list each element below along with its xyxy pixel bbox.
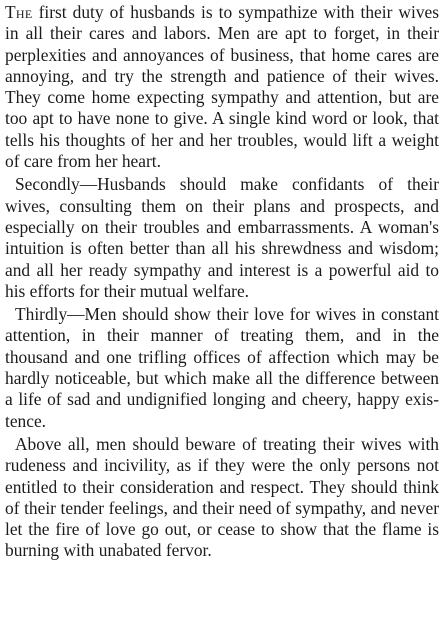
paragraph-text: first duty of husbands is to sympathize with their wives in all their cares and labors. Men are apt to forget, in their perplexities and annoyances of business, that home cares are annoying, and try the strength and patience of their wives. They come home expecting sympathy and attention, but are too apt to have none to give. A single kind word or look, that tells his thoughts of her and her troubles, would lift a weight of care from her heart.	[5, 2, 439, 172]
article-paragraph-3	[5, 304, 439, 432]
paragraph-text: Thirdly—Men should show their love for wives in constant attention, in their manner of treating them, and in the thousand and one trifling offices of affection which may be hardly noticeable, but which make all the difference between a life of sad and undignified longing and cheery, happy existence.	[5, 304, 439, 431]
article-paragraph-1	[5, 2, 439, 172]
article-paragraph-4	[5, 434, 439, 562]
paragraph-text: Above all, men should beware of treating their wives with rudeness and incivility, as if they were the only persons not entitled to their consideration and respect. They should think of their tender feelings, and their need of sympathy, and never let the fire of love go out, or cease to show that the flame is burning with unabated fervor.	[5, 433, 439, 561]
paragraph-text: Secondly—Husbands should make confidants of their wives, consulting them on their plans and prospects, and especially on their troubles and embarrassments. A woman's intuition is often better than all his shrewdness and wisdom; and all her ready sympathy and interest is a powerful aid to his efforts for their mutual welfare.	[5, 174, 439, 301]
article-paragraph-2	[5, 174, 439, 302]
opening-word: The	[5, 2, 33, 22]
newspaper-article	[5, 2, 439, 617]
